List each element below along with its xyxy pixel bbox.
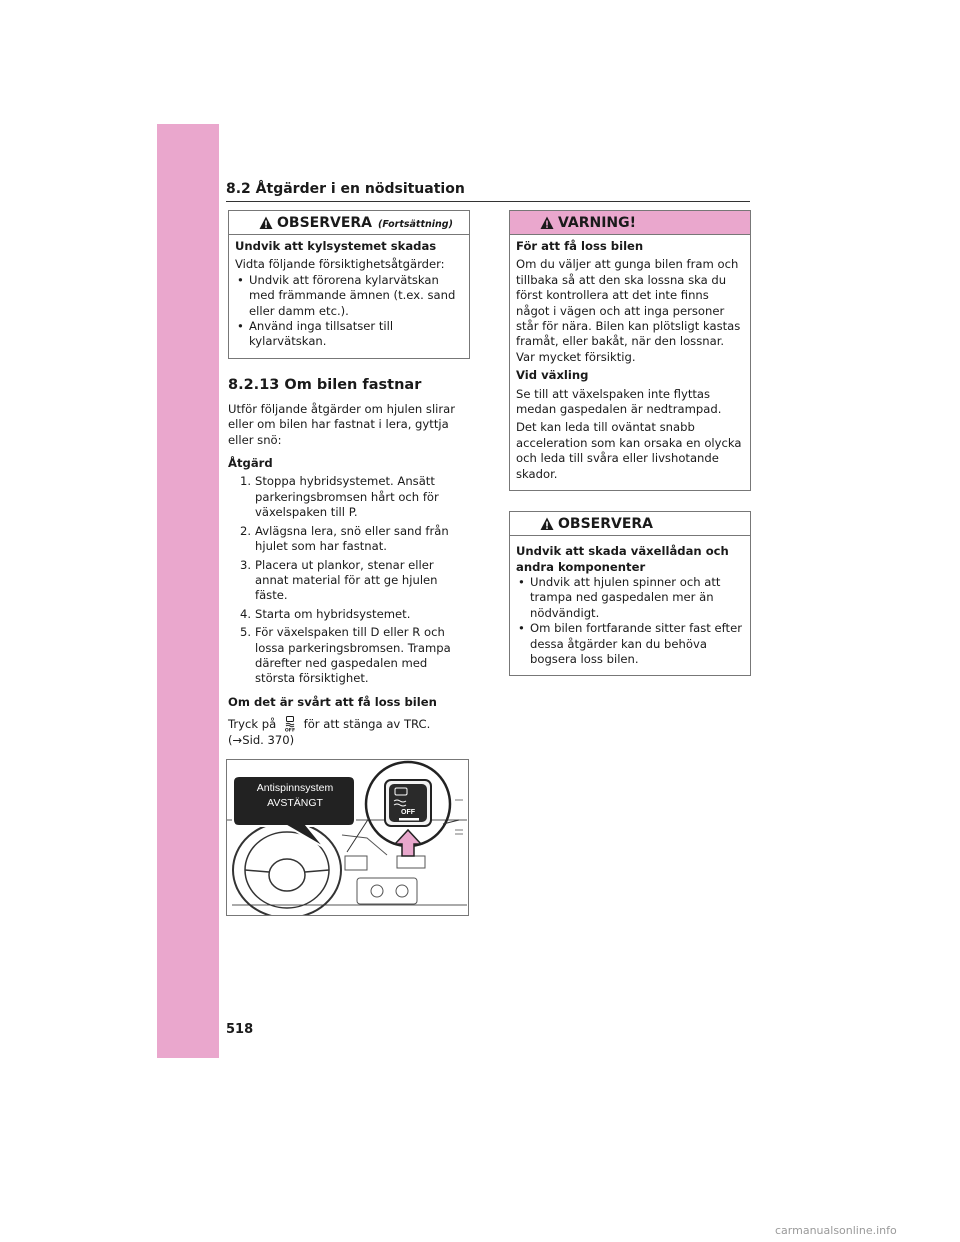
step-item [228, 474, 470, 520]
trc-off-icon [282, 716, 298, 732]
warning-triangle-icon [259, 216, 273, 230]
observera-bullet: • Använd inga tillsatser till kylarvätskan. [235, 319, 463, 350]
step-text: För växelspaken till D eller R och lossa parkeringsbromsen. Trampa därefter ned gaspedalen med största försiktighet. [255, 625, 451, 686]
observera-box-body [229, 235, 469, 358]
step-number: 1. [240, 474, 252, 489]
observera-intro: Vidta följande försiktighetsåtgärder: [235, 257, 445, 272]
page-reference: (→Sid. 370) [228, 732, 295, 747]
warning-paragraph-2: Se till att växelspaken inte flyttas medan gaspedalen är nedtrampad. [516, 386, 722, 417]
step-number: 4. [240, 606, 252, 621]
warning-box [509, 210, 751, 491]
right-column [509, 210, 751, 676]
section-intro: Utför följande åtgärder om hjulen slirar eller om bilen har fastnat i lera, gyttja eller snö: [228, 401, 456, 447]
warning-triangle-icon [540, 517, 554, 531]
step-number: 5. [240, 625, 252, 640]
warning-heading-1: För att få loss bilen [516, 239, 644, 253]
page-header [226, 178, 750, 202]
observera-2-heading: Undvik att skada växellådan och andra komponenter [516, 544, 729, 574]
observera-heading: Undvik att kylsystemet skadas [235, 239, 437, 253]
warning-paragraph-1: Om du väljer att gunga bilen fram och tillbaka så att den ska lossna ska du först kontrollera att det inte finns något i vägen och att inga personer står för nära. Bilen kan plötsligt kastas framåt, eller bakåt, när den lossnar. Var mycket försiktig. [516, 257, 741, 364]
observera-box-2-header [510, 512, 750, 536]
figure-label-line1: Antispinnsystem [256, 782, 334, 794]
section-title: 8.2.13 Om bilen fastnar [228, 376, 422, 393]
observera-2-bullet: • Om bilen fortfarande sitter fast efter dessa åtgärder kan du behöva bogsera loss bilen. [516, 621, 744, 667]
side-color-band [157, 124, 219, 1058]
step-text: Stoppa hybridsystemet. Ansätt parkeringsbromsen hårt och för växelspaken till P. [255, 474, 439, 520]
observera-bullet: • Undvik att förorena kylarvätskan med främmande ämnen (t.ex. sand eller damm etc.). [235, 273, 463, 319]
warning-paragraph-3: Det kan leda till oväntat snabb acceleration som kan orsaka en olycka och leda till svåra eller livshotande skador. [516, 420, 742, 481]
observera-box-2-body [510, 536, 750, 675]
observera-2-bullet: • Undvik att hjulen spinner och att trampa ned gaspedalen mer än nödvändigt. [516, 575, 744, 621]
section-header-title: 8.2 Åtgärder i en nödsituation [226, 181, 465, 197]
warning-heading-2: Vid växling [516, 368, 589, 383]
watermark-text: carmanualsonline.info [775, 1224, 897, 1237]
trc-text-after: för att stänga av TRC. [303, 717, 431, 732]
warning-box-header [510, 211, 750, 235]
left-column [228, 210, 470, 748]
action-heading: Åtgärd [228, 456, 273, 471]
figure-button-off-label: OFF [401, 809, 415, 816]
step-item [228, 607, 470, 622]
warning-title: VARNING! [558, 214, 637, 231]
step-text: Avlägsna lera, snö eller sand från hjulet som har fastnat. [255, 523, 449, 554]
figure-label-line2: AVSTÄNGT [267, 797, 323, 809]
step-item [228, 625, 470, 687]
warning-box-body [510, 235, 750, 490]
dashboard-illustration [226, 759, 469, 916]
step-text: Placera ut plankor, stenar eller annat material för att ge hjulen fäste. [255, 557, 438, 603]
step-item [228, 524, 470, 555]
warning-triangle-icon [540, 216, 554, 230]
trc-text-before: Tryck på [228, 717, 277, 732]
observera-subtitle: (Fortsättning) [378, 218, 453, 230]
step-number: 2. [240, 523, 252, 538]
step-item [228, 558, 470, 604]
observera-box-2 [509, 511, 751, 676]
steps-list [228, 474, 470, 686]
trc-instruction [228, 716, 470, 732]
step-text: Starta om hybridsystemet. [255, 606, 411, 621]
svg-text:OFF: OFF [284, 728, 296, 733]
observera-title: OBSERVERA [277, 214, 373, 231]
hard-heading: Om det är svårt att få loss bilen [228, 694, 437, 709]
observera-box-header [229, 211, 469, 235]
observera-2-title: OBSERVERA [558, 515, 654, 532]
page-number: 518 [226, 1022, 254, 1037]
observera-box-continued [228, 210, 470, 359]
step-number: 3. [240, 557, 252, 572]
